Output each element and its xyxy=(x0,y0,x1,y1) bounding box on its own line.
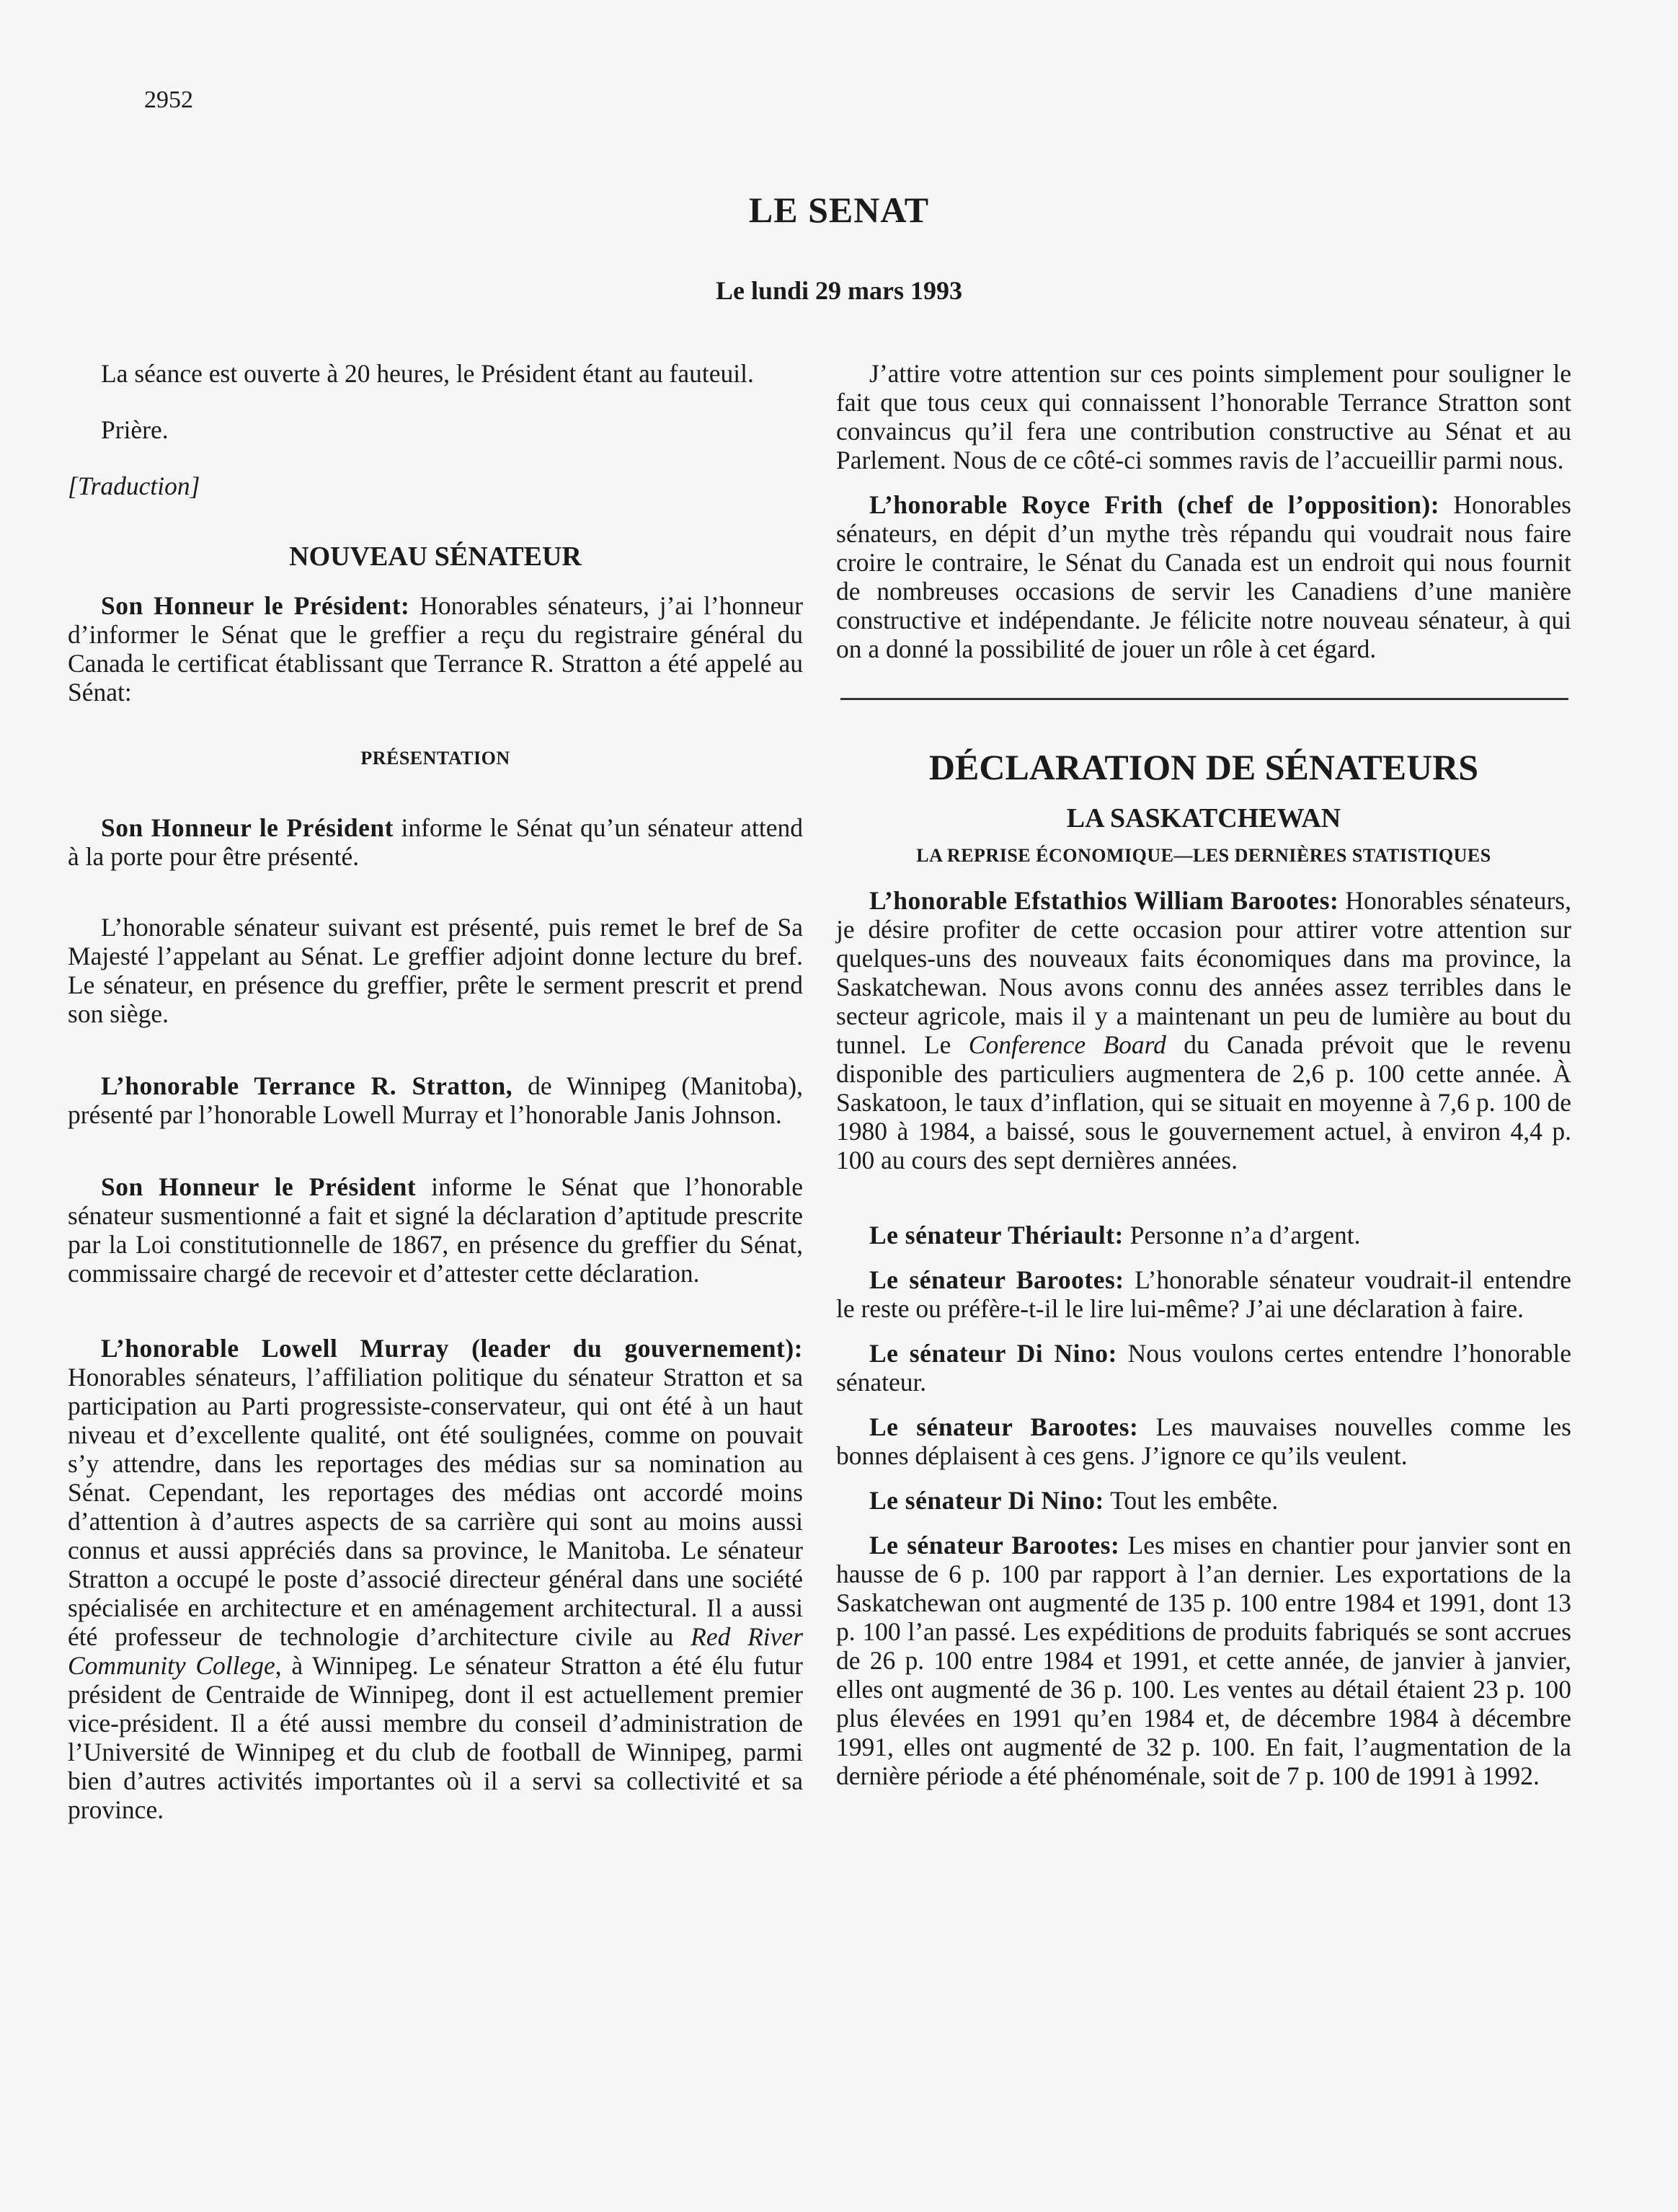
paragraph-president-announcement xyxy=(68,591,803,707)
speech-text: Les mises en chantier pour janvier sont en hausse de 6 p. 100 par rapport à l’an dernier. Les exportations de la Saskatchewan ont augmenté de 135 p. 100 entre 1984 et 1991, dont 13 p. 100 l’an passé. Les expéditions de produits fabriqués se sont accrues de 26 p. 100 entre 1984 et 1991, et cette année, de janvier à janvier, elles ont augmenté de 36 p. 100. Les ventes au détail étaient 23 p. 100 plus élevées en 1991 qu’en 1984 et, de décembre 1984 à décembre 1991, elles ont augmenté de 32 p. 100. En fait, l’augmentation de la dernière période a été phénoménale, soit de 7 p. 100 de 1991 à 1992. xyxy=(836,1531,1571,1790)
speech-text: Honorables sénateurs, j’ai l’honneur d’informer le Sénat que le greffier a reçu du registraire général du Canada le certificat établissant que Terrance R. Stratton a été appelé au Sénat: xyxy=(68,591,803,707)
speaker-name: Le sénateur Barootes: xyxy=(869,1412,1139,1441)
speaker-name: Le sénateur Thériault: xyxy=(869,1221,1124,1249)
paragraph-barootes-remark xyxy=(836,1412,1571,1470)
paragraph-stratton-presented xyxy=(68,1071,803,1129)
speaker-name: Le sénateur Di Nino: xyxy=(869,1339,1117,1368)
speaker-name: Son Honneur le Président xyxy=(101,1172,417,1201)
speaker-name: Son Honneur le Président: xyxy=(101,591,410,620)
paragraph-barootes-statement xyxy=(836,886,1571,1174)
left-column xyxy=(68,359,803,1824)
organization-name: Conference Board xyxy=(968,1030,1166,1059)
paragraph-frith-speech xyxy=(836,490,1571,663)
speaker-name: Le sénateur Barootes: xyxy=(869,1265,1124,1294)
opening-paragraph: La séance est ouverte à 20 heures, le Président étant au fauteuil. xyxy=(101,359,754,388)
heading-nouveau-senateur: NOUVEAU SÉNATEUR xyxy=(289,541,582,572)
paragraph-declaration-signed xyxy=(68,1172,803,1288)
speaker-name: Le sénateur Di Nino: xyxy=(869,1486,1104,1515)
right-column xyxy=(836,359,1571,1790)
college-name: Red River Community College xyxy=(68,1622,803,1680)
speech-text: Nous voulons certes entendre l’honorable sénateur. xyxy=(836,1339,1571,1397)
page-title: LE SENAT xyxy=(748,190,930,230)
paragraph-introduction: L’honorable sénateur suivant est présenté, puis remet le bref de Sa Majesté l’appelant au Sénat. Le greffier adjoint donne lecture du bref. Le sénateur, en présence du greffier, prête le serment prescrit et prend son siège. xyxy=(68,913,803,1028)
paragraph-di-nino xyxy=(836,1339,1571,1397)
speech-text: L’honorable sénateur voudrait-il entendre le reste ou préfère-t-il le lire lui-même? J’ai une déclaration à faire. xyxy=(836,1265,1571,1323)
speaker-name: L’honorable Royce Frith (chef de l’opposition): xyxy=(869,490,1440,519)
paragraph-barootes-reply xyxy=(836,1265,1571,1323)
page-number: 2952 xyxy=(144,87,193,113)
heading-reprise-economique: LA REPRISE ÉCONOMIQUE—LES DERNIÈRES STATISTIQUES xyxy=(916,845,1491,866)
speech-text: Personne n’a d’argent. xyxy=(1123,1221,1361,1249)
speech-text: Honorables sénateurs, je désire profiter de cette occasion pour attirer votre attention sur quelques-uns des nouveaux faits économiques dans ma province, la Saskatchewan. Nous avons connu des années assez terribles dans le secteur agricole, mais il y a maintenant un peu de lumière au bout du tunnel. Le xyxy=(836,886,1571,1059)
speech-text: du Canada prévoit que le revenu disponible des particuliers augmentera de 2,6 p. 100 cette année. À Saskatoon, le taux d’inflation, qui se situait en moyenne à 7,6 p. 100 de 1980 à 1984, a baissé, sous le gouvernement actuel, à environ 4,4 p. 100 au cours des sept dernières années. xyxy=(836,1030,1571,1174)
speech-text: Les mauvaises nouvelles comme les bonnes déplaisent à ces gens. J’ignore ce qu’ils veulent. xyxy=(836,1412,1571,1470)
priere: Prière. xyxy=(101,415,169,444)
speech-text: Tout les embête. xyxy=(1104,1486,1279,1515)
paragraph-di-nino-remark xyxy=(836,1486,1571,1515)
paragraph-theriault xyxy=(836,1221,1571,1249)
speech-text: Honorables sénateurs, l’affiliation politique du sénateur Stratton et sa participation au Parti progressiste-conservateur, qui ont été à un haut niveau et d’excellente qualité, ont été soulignées, comme on pouvait s’y attendre, dans les reportages des médias sur sa nomination au Sénat. Cependant, les reportages des médias ont accordé moins d’attention à d’autres aspects de sa carrière qui sont au moins aussi connus et aussi appréciés dans sa province, le Manitoba. Le sénateur Stratton a occupé le poste d’associé directeur général dans une société spécialisée en architecture et en aménagement architectural. Il a aussi été professeur de technologie d’architecture civile au xyxy=(68,1363,803,1651)
paragraph-murray-continued: J’attire votre attention sur ces points simplement pour souligner le fait que tous ceux qui connaissent l’honorable Terrance Stratton sont convaincus qu’il fera une contribution constructive au Sénat et au Parlement. Nous de ce côté-ci sommes ravis de l’accueillir parmi nous. xyxy=(836,359,1571,474)
speech-text: informe le Sénat que l’honorable sénateur susmentionné a fait et signé la déclaration d’aptitude prescrite par la Loi constitutionnelle de 1867, en présence du greffier du Sénat, commissaire chargé de recevoir et d’attester cette déclaration. xyxy=(68,1172,804,1288)
heading-presentation: PRÉSENTATION xyxy=(360,748,510,769)
speech-text: de Winnipeg (Manitoba), présenté par l’honorable Lowell Murray et l’honorable Janis Johnson. xyxy=(68,1071,803,1129)
speaker-name: L’honorable Terrance R. Stratton, xyxy=(101,1071,513,1100)
speaker-name: Le sénateur Barootes: xyxy=(869,1531,1120,1560)
paragraph-senator-at-door xyxy=(68,813,803,871)
traduction-note: [Traduction] xyxy=(68,472,200,500)
speech-text: , à Winnipeg. Le sénateur Stratton a été élu futur président de Centraide de Winnipeg, dont il est actuellement premier vice-président. Il a été aussi membre du conseil d’administration de l’Université de Winnipeg et du club de football de Winnipeg, parmi bien d’autres activités importantes où il a servi sa collectivité et sa province. xyxy=(68,1651,803,1824)
paragraph-barootes-statistics xyxy=(836,1531,1571,1790)
heading-saskatchewan: LA SASKATCHEWAN xyxy=(1066,803,1341,833)
paragraph-murray-speech xyxy=(68,1334,803,1824)
speaker-name: L’honorable Efstathios William Barootes: xyxy=(869,886,1339,915)
section-divider xyxy=(840,698,1568,700)
speech-text: informe le Sénat qu’un sénateur attend à la porte pour être présenté. xyxy=(68,813,804,871)
speaker-name: Son Honneur le Président xyxy=(101,813,394,842)
heading-declaration-de-senateurs: DÉCLARATION DE SÉNATEURS xyxy=(928,747,1479,787)
speech-text: Honorables sénateurs, en dépit d’un mythe très répandu qui voudrait nous faire croire le contraire, le Sénat du Canada est un endroit qui nous fournit de nombreuses occasions de servir les Canadiens d’une manière constructive et indépendante. Je félicite notre nouveau sénateur, à qui on a donné la possibilité de jouer un rôle à cet égard. xyxy=(836,490,1571,663)
speaker-name: L’honorable Lowell Murray (leader du gouvernement): xyxy=(101,1334,803,1363)
sitting-date: Le lundi 29 mars 1993 xyxy=(715,276,963,305)
